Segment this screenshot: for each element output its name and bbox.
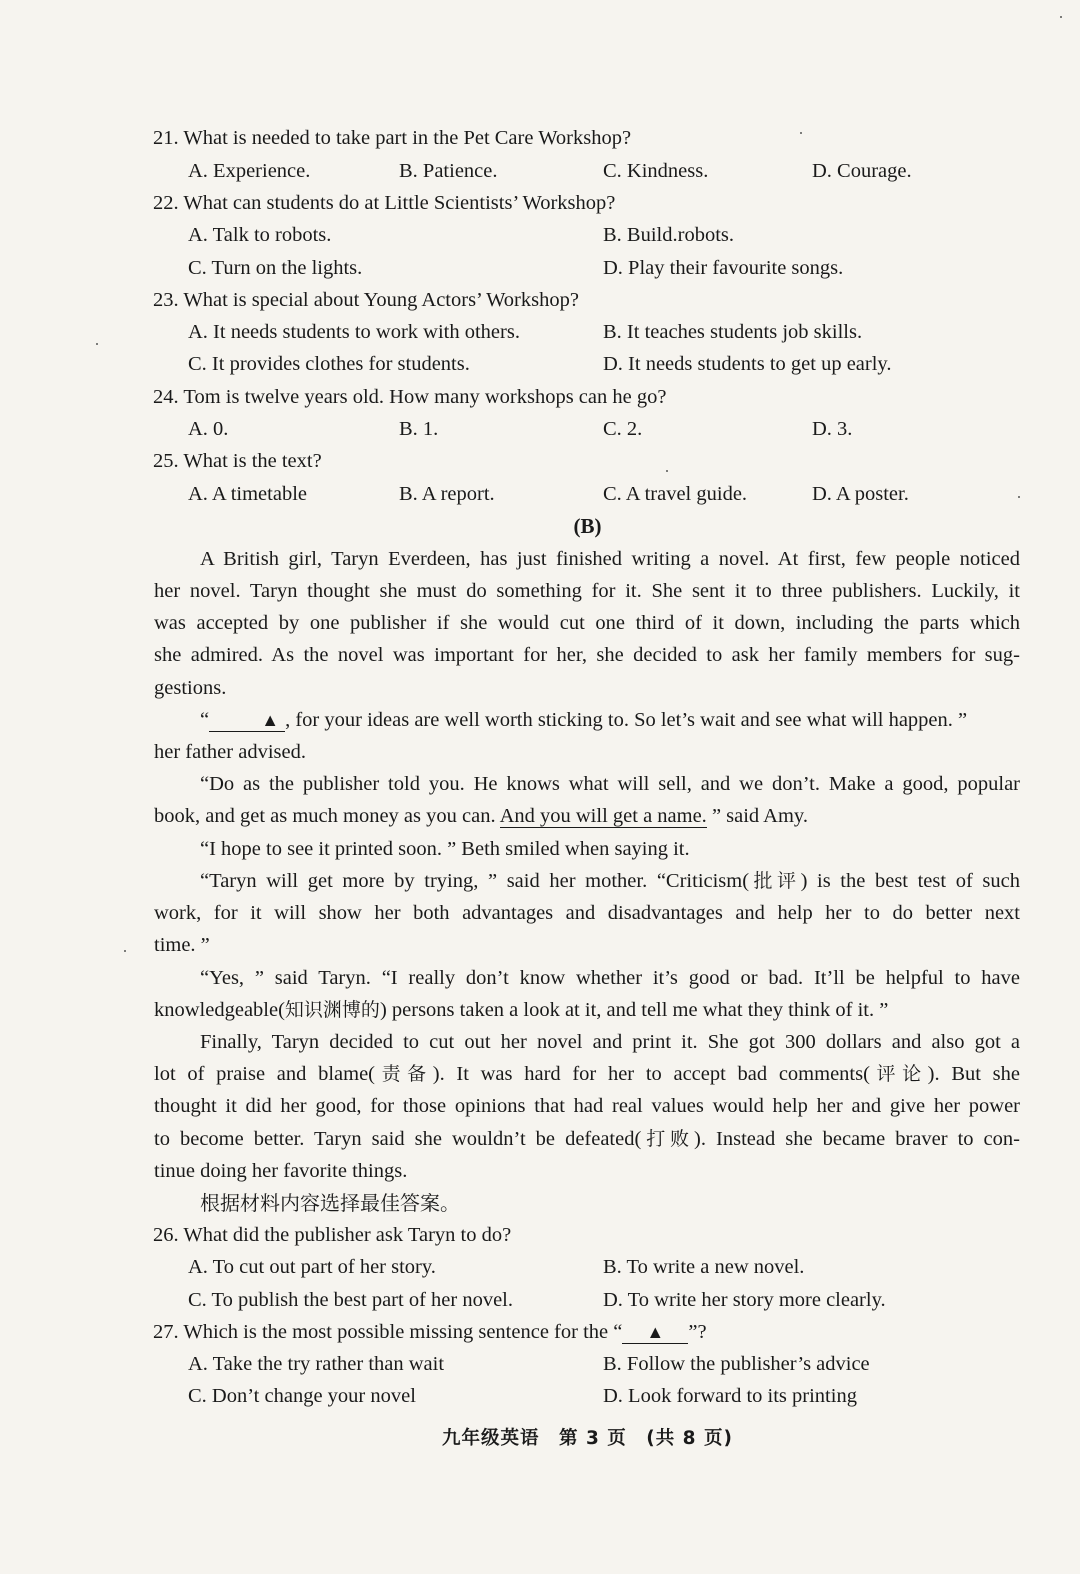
q27-stem-b: ”?	[688, 1321, 707, 1343]
p6-text-b: ) persons taken a look at it, and tell me what they think of it. ”	[379, 999, 889, 1021]
q21-option-a: A. Experience.	[188, 160, 311, 182]
open-quote: “	[200, 709, 210, 731]
triangle-marker-icon: ▲	[261, 710, 280, 730]
q26-option-c: C. To publish the best part of her novel.	[188, 1289, 513, 1311]
passage-p5-line1	[154, 865, 1020, 897]
q25-option-d: D. A poster.	[812, 483, 909, 505]
passage-p3-line1: “Do as the publisher told you. He knows what will sell, and we don’t. Make a good, popular	[200, 773, 1020, 795]
q24-option-d: D. 3.	[812, 418, 853, 440]
q26-option-b: B. To write a new novel.	[603, 1256, 805, 1278]
q22-option-a: A. Talk to robots.	[188, 224, 332, 246]
q27-option-d: D. Look forward to its printing	[603, 1385, 857, 1407]
passage-p7-line1: Finally, Taryn decided to cut out her novel and print it. She got 300 dollars and also got a	[200, 1031, 1020, 1053]
q26-option-a: A. To cut out part of her story.	[188, 1256, 436, 1278]
q21-option-c: C. Kindness.	[603, 160, 709, 182]
question-23: 23. What is special about Young Actors’ Workshop?	[153, 289, 579, 311]
q27-stem-a: 27. Which is the most possible missing sentence for the “	[153, 1321, 623, 1343]
page-footer: 九年级英语 第 3 页 (共 8 页)	[442, 1428, 733, 1449]
passage-p7-line5: tinue doing her favorite things.	[154, 1160, 408, 1182]
question-21: 21. What is needed to take part in the Pet Care Workshop?	[153, 127, 632, 149]
q23-option-a: A. It needs students to work with others.	[188, 321, 520, 343]
p2-line1-text: , for your ideas are well worth sticking to. So let’s wait and see what will happen. ”	[285, 709, 968, 731]
q22-option-b: B. Build.robots.	[603, 224, 734, 246]
question-25: 25. What is the text?	[153, 450, 322, 472]
question-27	[153, 1316, 707, 1348]
q23-option-b: B. It teaches students job skills.	[603, 321, 863, 343]
missing-sentence-blank	[209, 709, 285, 732]
question-24: 24. Tom is twelve years old. How many workshops can he go?	[153, 386, 667, 408]
q22-option-d: D. Play their favourite songs.	[603, 257, 844, 279]
instruction-text: 根据材料内容选择最佳答案。	[200, 1191, 460, 1215]
q24-option-a: A. 0.	[188, 418, 229, 440]
passage-p2-line2: her father advised.	[154, 741, 306, 763]
q22-option-c: C. Turn on the lights.	[188, 257, 363, 279]
q27-option-a: A. Take the try rather than wait	[188, 1353, 445, 1375]
triangle-marker-icon: ▲	[646, 1322, 665, 1342]
passage-p5-line2: work, for it will show her both advantages and disadvantages and help her to do better next	[154, 902, 1020, 924]
p7-text-a: lot of praise and blame(	[154, 1063, 375, 1085]
passage-p1-line5: gestions.	[154, 677, 227, 699]
q24-option-b: B. 1.	[399, 418, 439, 440]
underlined-sentence: And you will get a name.	[499, 805, 707, 827]
scan-speck	[124, 950, 126, 952]
p7-text-b: ). It was hard for her to accept bad comments(	[432, 1063, 870, 1085]
p7-text-c: ). But she	[927, 1063, 1020, 1085]
p6-text-a: knowledgeable(	[154, 999, 285, 1021]
q25-option-b: B. A report.	[399, 483, 495, 505]
p3-text-after: ” said Amy.	[706, 805, 808, 827]
passage-p1-line1: A British girl, Taryn Everdeen, has just finished writing a novel. At first, few people noticed	[200, 548, 1020, 570]
q21-option-d: D. Courage.	[812, 160, 912, 182]
p5-text-b: ) is the best test of such	[800, 870, 1020, 892]
scan-speck	[800, 132, 802, 134]
section-b-title: (B)	[573, 514, 602, 538]
q27-option-b: B. Follow the publisher’s advice	[603, 1353, 870, 1375]
passage-p7-line2	[154, 1058, 1020, 1090]
passage-p6-line1: “Yes, ” said Taryn. “I really don’t know whether it’s good or bad. It’ll be helpful to have	[200, 967, 1020, 989]
p5-text-a: “Taryn will get more by trying, ” said her mother. “Criticism(	[200, 870, 750, 892]
passage-p7-line3: thought it did her good, for those opinions that had real values would help her and give her power	[154, 1095, 1020, 1117]
question-22: 22. What can students do at Little Scientists’ Workshop?	[153, 192, 616, 214]
p6-gloss: 知识渊博的	[284, 999, 380, 1021]
q25-option-a: A. A timetable	[188, 483, 307, 505]
p3-text-before: book, and get as much money as you can.	[154, 805, 500, 827]
passage-p3-line2	[154, 800, 1020, 832]
q25-option-c: C. A travel guide.	[603, 483, 748, 505]
q23-option-d: D. It needs students to get up early.	[603, 353, 892, 375]
scan-speck	[666, 470, 668, 472]
passage-p4: “I hope to see it printed soon. ” Beth smiled when saying it.	[200, 838, 690, 860]
scan-speck	[1018, 496, 1020, 498]
passage-p1-line4: she admired. As the novel was important for her, she decided to ask her family members for sug-	[154, 644, 1020, 666]
scan-speck	[1060, 16, 1062, 18]
p7-text-d: to become better. Taryn said she wouldn’t be defeated(	[154, 1128, 642, 1150]
q27-blank	[622, 1321, 688, 1344]
p5-gloss: 批评	[749, 870, 801, 892]
passage-p7-line4	[154, 1123, 1020, 1155]
p7-gloss-2: 评论	[869, 1063, 928, 1085]
passage-p1-line2: her novel. Taryn thought she must do something for it. She sent it to three publishers. Luckily, it	[154, 580, 1020, 602]
p7-gloss-3: 打败	[641, 1128, 695, 1150]
q24-option-c: C. 2.	[603, 418, 643, 440]
passage-p6-line2	[154, 994, 1020, 1026]
scan-speck	[96, 343, 98, 345]
question-26: 26. What did the publisher ask Taryn to do?	[153, 1224, 512, 1246]
q23-option-c: C. It provides clothes for students.	[188, 353, 470, 375]
q21-option-b: B. Patience.	[399, 160, 498, 182]
q27-option-c: C. Don’t change your novel	[188, 1385, 416, 1407]
passage-p1-line3: was accepted by one publisher if she would cut one third of it down, including the parts which	[154, 612, 1020, 634]
p7-text-e: ). Instead she became braver to con-	[694, 1128, 1020, 1150]
p7-gloss-1: 责备	[375, 1063, 433, 1085]
passage-p5-line3: time. ”	[154, 934, 210, 956]
passage-p2-line1	[154, 704, 1020, 736]
q26-option-d: D. To write her story more clearly.	[603, 1289, 886, 1311]
